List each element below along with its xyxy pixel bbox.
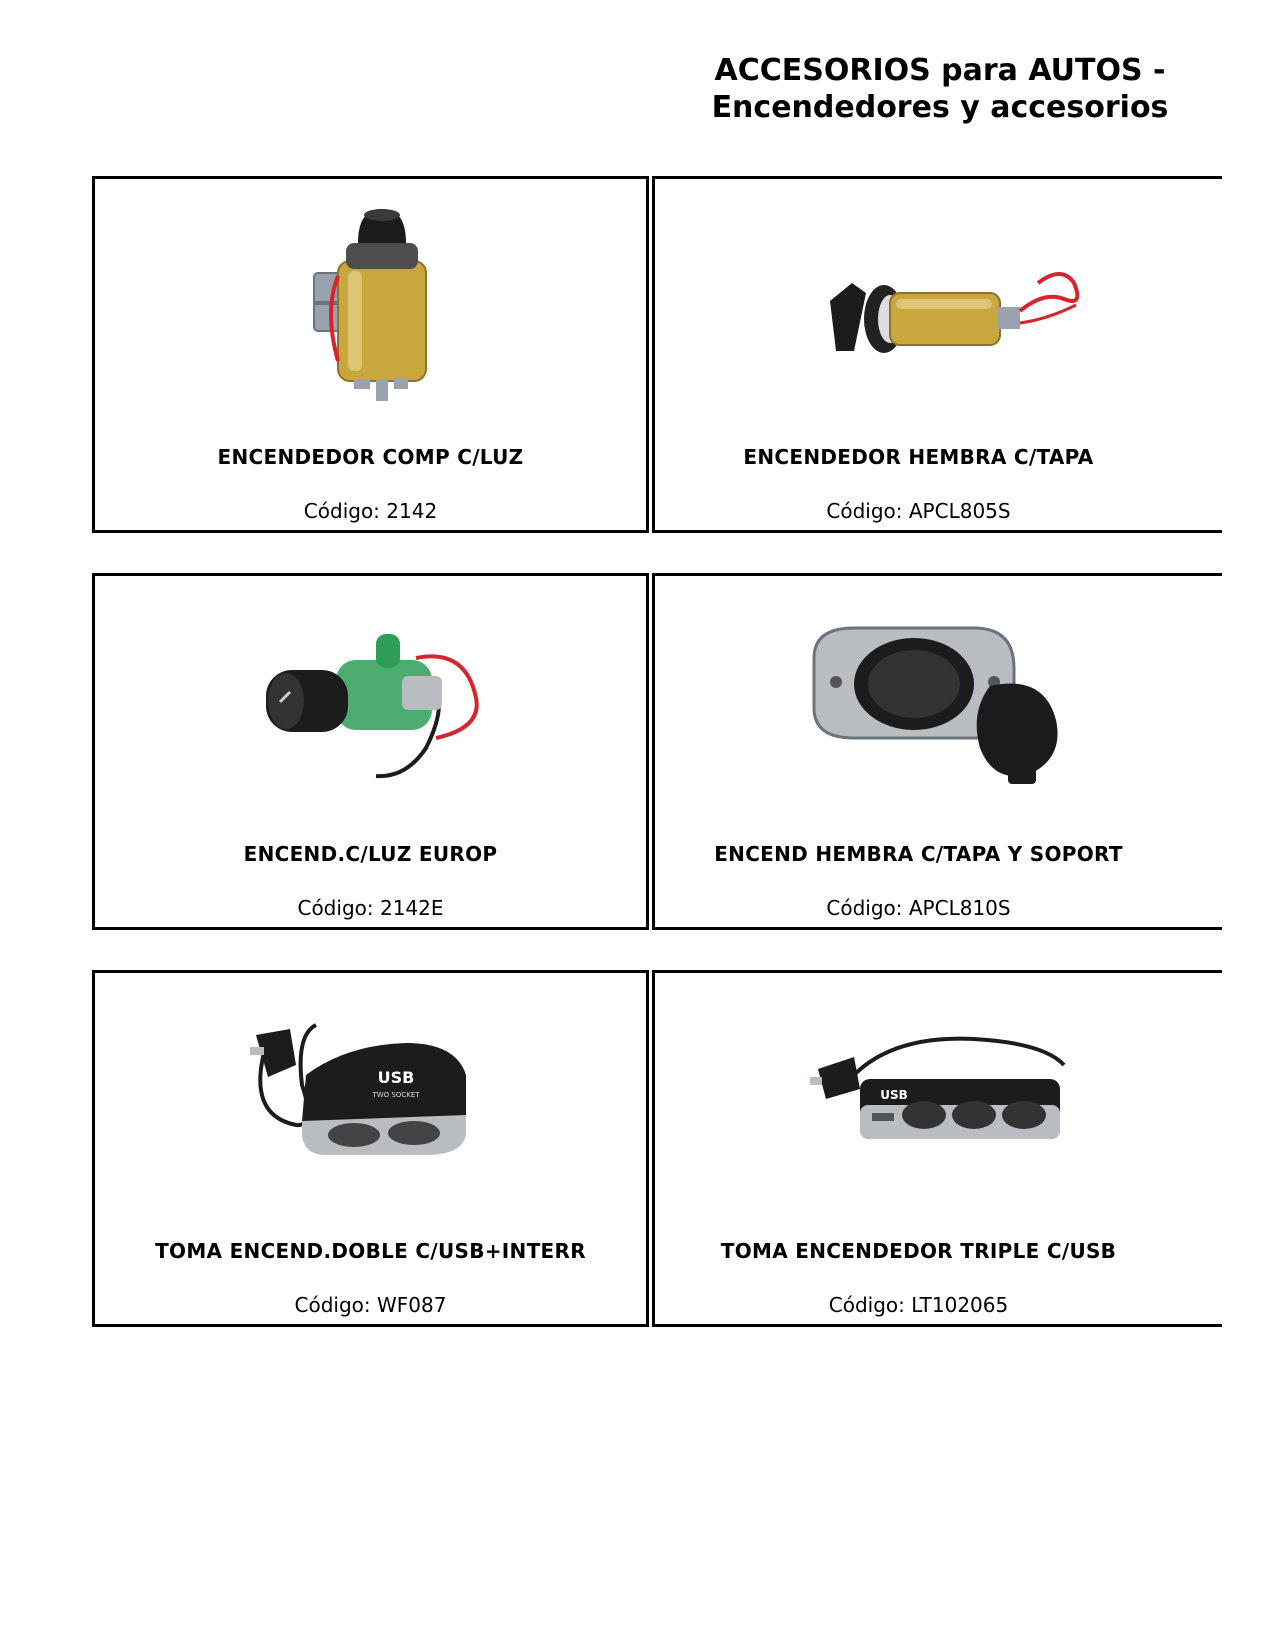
product-card xyxy=(652,970,1222,1327)
page-title-line2: Encendedores y accesorios xyxy=(711,90,1169,125)
product-name: ENCEND HEMBRA C/TAPA Y SOPORT xyxy=(714,842,1123,866)
product-image xyxy=(794,598,1084,808)
product-code: Código: LT102065 xyxy=(828,1293,1009,1317)
product-name: ENCENDEDOR COMP C/LUZ xyxy=(217,445,524,469)
cigarette-lighter-illustration xyxy=(226,201,516,411)
product-image xyxy=(226,995,516,1205)
product-card xyxy=(652,176,1222,533)
product-image xyxy=(226,201,516,411)
product-name: ENCENDEDOR HEMBRA C/TAPA xyxy=(743,445,1094,469)
product-name: TOMA ENCEND.DOBLE C/USB+INTERR xyxy=(155,1239,586,1263)
two-socket-label: TWO SOCKET xyxy=(371,1091,420,1099)
product-code: Código: APCL810S xyxy=(826,896,1011,920)
product-image xyxy=(794,995,1084,1205)
product-card xyxy=(652,573,1222,930)
product-image xyxy=(794,201,1084,411)
product-image xyxy=(226,598,516,808)
product-code: Código: WF087 xyxy=(294,1293,447,1317)
european-lighter-illustration xyxy=(226,598,516,808)
page-title-line1: ACCESORIOS para AUTOS - xyxy=(714,53,1166,88)
triple-socket-usb-illustration xyxy=(794,995,1084,1205)
socket-with-mount-illustration xyxy=(794,598,1084,808)
page-title xyxy=(700,52,1180,126)
product-name: ENCEND.C/LUZ EUROP xyxy=(243,842,498,866)
female-socket-with-cap-illustration xyxy=(794,201,1084,411)
usb-label: USB xyxy=(879,1088,908,1102)
double-socket-usb-illustration xyxy=(226,995,516,1205)
product-name: TOMA ENCENDEDOR TRIPLE C/USB xyxy=(720,1239,1117,1263)
product-code: Código: 2142E xyxy=(297,896,444,920)
product-code: Código: APCL805S xyxy=(826,499,1011,523)
product-card xyxy=(92,573,649,930)
product-card xyxy=(92,176,649,533)
product-card xyxy=(92,970,649,1327)
product-code: Código: 2142 xyxy=(303,499,438,523)
usb-label: USB xyxy=(377,1068,414,1087)
